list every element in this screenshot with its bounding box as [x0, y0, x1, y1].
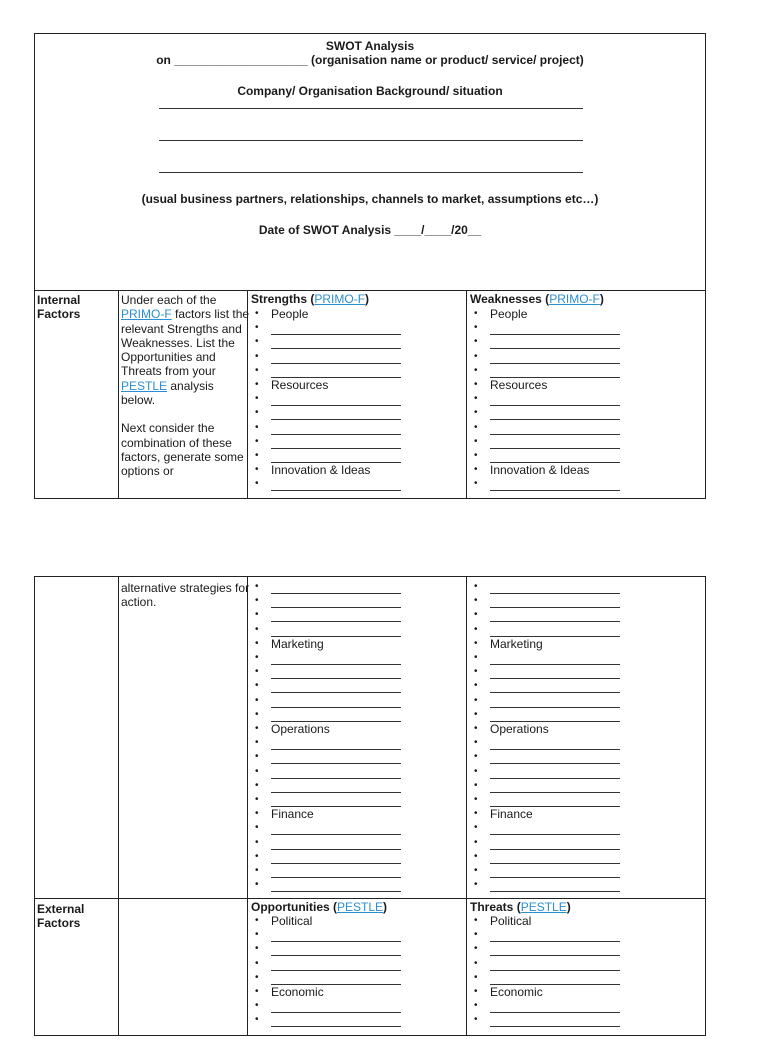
- fill-in-line[interactable]: [472, 765, 632, 779]
- fill-in-line[interactable]: [253, 694, 413, 708]
- bullet-icon: •: [474, 779, 478, 791]
- factor-label-text: Political: [490, 914, 532, 928]
- bullet-icon: •: [255, 308, 259, 319]
- bullet-icon: •: [474, 794, 478, 805]
- strengths-column-continued: [249, 577, 465, 897]
- fill-in-line[interactable]: [253, 708, 413, 722]
- opportunities-heading: Opportunities (PESTLE): [251, 900, 388, 914]
- fill-in-line[interactable]: [472, 864, 632, 878]
- factor-label-text: Economic: [271, 985, 324, 999]
- weaknesses-column-continued: [468, 577, 705, 897]
- fill-in-line[interactable]: [472, 928, 632, 942]
- external-factors-label: External Factors: [37, 902, 85, 930]
- bullet-icon: •: [255, 595, 259, 607]
- bullet-icon: •: [474, 879, 478, 891]
- internal-factors-table: [34, 290, 706, 499]
- bullet-icon: •: [255, 836, 259, 848]
- blank-line[interactable]: [490, 1026, 620, 1027]
- fill-in-line[interactable]: [253, 793, 413, 807]
- factor-label: [472, 307, 632, 321]
- bullet-icon: •: [255, 652, 259, 663]
- factor-label-text: Political: [271, 914, 313, 928]
- opportunities-pestle-link[interactable]: PESTLE: [337, 900, 384, 914]
- factor-label: [472, 722, 632, 736]
- bullet-icon: •: [474, 765, 478, 777]
- bullet-icon: •: [474, 943, 478, 955]
- threats-column: [468, 899, 705, 1039]
- bullet-icon: •: [255, 865, 259, 876]
- factor-label-text: Marketing: [490, 636, 543, 651]
- bullet-icon: •: [474, 986, 478, 997]
- fill-in-line[interactable]: [472, 708, 632, 722]
- fill-in-line[interactable]: [472, 850, 632, 864]
- fill-in-line[interactable]: [472, 971, 632, 985]
- fill-in-line[interactable]: [472, 580, 632, 594]
- bullet-icon: •: [255, 850, 259, 862]
- bullet-icon: •: [474, 929, 478, 941]
- factor-label-text: People: [490, 307, 528, 321]
- bullet-icon: •: [255, 822, 259, 834]
- factor-label: [472, 463, 632, 477]
- factor-label-text: Operations: [271, 722, 330, 736]
- on-blank[interactable]: ____________________: [174, 53, 308, 67]
- fill-in-line[interactable]: [472, 665, 632, 679]
- bullet-icon: •: [474, 336, 478, 348]
- fill-in-line[interactable]: [253, 435, 413, 449]
- weaknesses-column: [468, 291, 705, 498]
- bullet-icon: •: [474, 379, 478, 390]
- factor-label-text: Innovation & Ideas: [271, 463, 371, 478]
- bullet-icon: •: [255, 435, 259, 447]
- bullet-icon: •: [474, 609, 478, 621]
- bullet-icon: •: [255, 407, 259, 419]
- bullet-icon: •: [474, 971, 478, 983]
- bullet-icon: •: [255, 808, 259, 820]
- fill-in-line[interactable]: [253, 594, 413, 608]
- bullet-icon: •: [474, 1000, 478, 1012]
- bullet-icon: •: [255, 723, 259, 734]
- bullet-icon: •: [474, 435, 478, 447]
- bullet-icon: •: [255, 364, 259, 376]
- bullet-icon: •: [255, 322, 259, 334]
- blank-line[interactable]: [490, 490, 620, 491]
- factor-label-text: Resources: [490, 378, 548, 392]
- fill-in-line[interactable]: [472, 999, 632, 1013]
- fill-in-line[interactable]: [253, 392, 413, 406]
- fill-in-line[interactable]: [253, 765, 413, 779]
- threats-heading: Threats (PESTLE): [470, 900, 571, 914]
- fill-in-line[interactable]: [253, 623, 413, 637]
- bullet-icon: •: [474, 421, 478, 433]
- bullet-icon: •: [255, 751, 259, 763]
- background-line-3[interactable]: [159, 172, 583, 173]
- fill-in-line[interactable]: [253, 449, 413, 463]
- fill-in-line[interactable]: [472, 435, 632, 449]
- fill-in-line[interactable]: [253, 321, 413, 335]
- bullet-icon: •: [255, 915, 259, 926]
- bullet-icon: •: [255, 581, 259, 592]
- fill-in-line[interactable]: [472, 335, 632, 349]
- fill-in-line[interactable]: [472, 942, 632, 956]
- bullet-icon: •: [255, 957, 259, 969]
- continued-table: [34, 576, 706, 1036]
- instructions-continued: alternative strategies for action.: [121, 581, 250, 610]
- bullet-icon: •: [474, 652, 478, 663]
- fill-in-line[interactable]: [472, 821, 632, 835]
- opportunities-column: [249, 899, 465, 1039]
- bullet-icon: •: [255, 879, 259, 891]
- bullet-icon: •: [255, 464, 259, 476]
- factor-label: [253, 807, 413, 821]
- fill-in-line[interactable]: [253, 971, 413, 985]
- fill-in-line[interactable]: [472, 350, 632, 364]
- instructions: Under each of the PRIMO-F factors list the relevant Strengths and Weaknesses. List the Opportunities and Threats from your PESTLE analysis below. Next consider the combination of these factors, generate some options or: [121, 293, 250, 479]
- background-line-1[interactable]: [159, 108, 583, 109]
- fill-in-line[interactable]: [253, 736, 413, 750]
- bullet-icon: •: [255, 943, 259, 955]
- factor-label: [472, 378, 632, 392]
- fill-in-line[interactable]: [472, 364, 632, 378]
- bullet-icon: •: [255, 637, 259, 649]
- factor-label-text: Finance: [490, 807, 533, 822]
- fill-in-line[interactable]: [472, 406, 632, 420]
- bullet-icon: •: [255, 971, 259, 983]
- fill-in-line[interactable]: [472, 1013, 632, 1027]
- bullet-icon: •: [255, 1014, 259, 1026]
- bullet-icon: •: [474, 915, 478, 926]
- fill-in-line[interactable]: [253, 957, 413, 971]
- bullet-icon: •: [255, 680, 259, 692]
- swot-header-box: [34, 33, 706, 291]
- factor-label-text: Operations: [490, 722, 549, 736]
- bullet-icon: •: [474, 595, 478, 607]
- fill-in-line[interactable]: [253, 364, 413, 378]
- fill-in-line[interactable]: [472, 679, 632, 693]
- bullet-icon: •: [474, 822, 478, 834]
- strengths-primo-link[interactable]: PRIMO-F: [314, 292, 366, 306]
- bullet-icon: •: [474, 708, 478, 720]
- fill-in-line[interactable]: [472, 449, 632, 463]
- threats-pestle-link[interactable]: PESTLE: [520, 900, 567, 914]
- strengths-heading: Strengths (PRIMO-F): [251, 292, 370, 306]
- factor-label: [253, 985, 413, 999]
- fill-in-line[interactable]: [472, 623, 632, 637]
- background-notes: (usual business partners, relationships, channels to market, assumptions etc…): [141, 192, 599, 206]
- bullet-icon: •: [255, 609, 259, 621]
- bullet-icon: •: [474, 751, 478, 763]
- bullet-icon: •: [474, 680, 478, 692]
- blank-line[interactable]: [271, 1026, 401, 1027]
- bullet-icon: •: [474, 350, 478, 362]
- fill-in-line[interactable]: [472, 477, 632, 491]
- fill-in-line[interactable]: [472, 736, 632, 750]
- fill-in-line[interactable]: [253, 928, 413, 942]
- fill-in-line[interactable]: [472, 779, 632, 793]
- bullet-icon: •: [255, 1000, 259, 1012]
- fill-in-line[interactable]: [472, 694, 632, 708]
- bullet-icon: •: [474, 364, 478, 376]
- fill-in-line[interactable]: [472, 321, 632, 335]
- bullet-icon: •: [255, 379, 259, 390]
- factor-label: [253, 914, 413, 928]
- bullet-icon: •: [474, 1014, 478, 1026]
- factor-label: [472, 985, 632, 999]
- factor-label-text: Marketing: [271, 636, 324, 651]
- bullet-icon: •: [474, 737, 478, 749]
- bullet-icon: •: [255, 708, 259, 720]
- fill-in-line[interactable]: [253, 350, 413, 364]
- factor-label: [472, 637, 632, 651]
- factor-label-text: Economic: [490, 985, 543, 999]
- bullet-icon: •: [474, 836, 478, 848]
- bullet-icon: •: [255, 336, 259, 348]
- fill-in-line[interactable]: [472, 392, 632, 406]
- pestle-link[interactable]: PESTLE: [121, 378, 168, 393]
- subject-line: [35, 53, 705, 67]
- bullet-icon: •: [474, 478, 478, 490]
- factor-label: [253, 463, 413, 477]
- bullet-icon: •: [255, 794, 259, 805]
- bullet-icon: •: [474, 581, 478, 592]
- fill-in-line[interactable]: [253, 335, 413, 349]
- bullet-icon: •: [255, 986, 259, 997]
- bullet-icon: •: [474, 694, 478, 706]
- fill-in-line[interactable]: [253, 580, 413, 594]
- bullet-icon: •: [255, 350, 259, 362]
- bullet-icon: •: [255, 478, 259, 490]
- bullet-icon: •: [474, 850, 478, 862]
- bullet-icon: •: [255, 694, 259, 706]
- bullet-icon: •: [474, 393, 478, 405]
- fill-in-line[interactable]: [253, 864, 413, 878]
- fill-in-line[interactable]: [253, 477, 413, 491]
- bullet-icon: •: [474, 637, 478, 649]
- fill-in-line[interactable]: [253, 821, 413, 835]
- weaknesses-heading: Weaknesses (PRIMO-F): [470, 292, 604, 306]
- bullet-icon: •: [474, 464, 478, 476]
- blank-line[interactable]: [271, 891, 401, 892]
- factor-label: [253, 722, 413, 736]
- fill-in-line[interactable]: [472, 608, 632, 622]
- factor-label: [253, 307, 413, 321]
- bullet-icon: •: [474, 957, 478, 969]
- fill-in-line[interactable]: [253, 850, 413, 864]
- bullet-icon: •: [255, 393, 259, 405]
- fill-in-line[interactable]: [472, 651, 632, 665]
- factor-label: [253, 378, 413, 392]
- blank-line[interactable]: [271, 490, 401, 491]
- background-line-2[interactable]: [159, 140, 583, 141]
- bullet-icon: •: [255, 737, 259, 749]
- fill-in-line[interactable]: [253, 999, 413, 1013]
- fill-in-line[interactable]: [253, 942, 413, 956]
- factor-label: [472, 914, 632, 928]
- bullet-icon: •: [474, 865, 478, 876]
- fill-in-line[interactable]: [253, 608, 413, 622]
- bullet-icon: •: [255, 623, 259, 635]
- fill-in-line[interactable]: [253, 1013, 413, 1027]
- bullet-icon: •: [474, 322, 478, 334]
- blank-line[interactable]: [490, 891, 620, 892]
- fill-in-line[interactable]: [472, 878, 632, 892]
- bullet-icon: •: [255, 779, 259, 791]
- bullet-icon: •: [474, 407, 478, 419]
- fill-in-line[interactable]: [253, 406, 413, 420]
- bullet-icon: •: [474, 450, 478, 461]
- fill-in-line[interactable]: [253, 651, 413, 665]
- fill-in-line[interactable]: [253, 421, 413, 435]
- factor-label: [472, 807, 632, 821]
- factor-label-text: People: [271, 307, 309, 321]
- swot-title: SWOT Analysis: [325, 39, 415, 53]
- fill-in-line[interactable]: [472, 594, 632, 608]
- bullet-icon: •: [255, 421, 259, 433]
- primo-f-link[interactable]: PRIMO-F: [121, 307, 172, 322]
- fill-in-line[interactable]: [253, 665, 413, 679]
- fill-in-line[interactable]: [472, 750, 632, 764]
- background-heading: Company/ Organisation Background/ situation: [237, 84, 503, 98]
- fill-in-line[interactable]: [253, 836, 413, 850]
- bullet-icon: •: [474, 723, 478, 734]
- bullet-icon: •: [255, 929, 259, 941]
- internal-factors-label: Internal Factors: [37, 293, 81, 321]
- fill-in-line[interactable]: [253, 878, 413, 892]
- fill-in-line[interactable]: [472, 793, 632, 807]
- bullet-icon: •: [474, 308, 478, 319]
- bullet-icon: •: [474, 808, 478, 820]
- bullet-icon: •: [474, 623, 478, 635]
- bullet-icon: •: [255, 765, 259, 777]
- fill-in-line[interactable]: [472, 957, 632, 971]
- factor-label: [253, 637, 413, 651]
- factor-label-text: Finance: [271, 807, 314, 822]
- date-line[interactable]: Date of SWOT Analysis ____/____/20__: [258, 223, 482, 237]
- factor-label-text: Resources: [271, 378, 329, 392]
- strengths-column: [249, 291, 465, 498]
- fill-in-line[interactable]: [472, 836, 632, 850]
- weaknesses-primo-link[interactable]: PRIMO-F: [549, 292, 600, 306]
- fill-in-line[interactable]: [253, 679, 413, 693]
- bullet-icon: •: [255, 450, 259, 461]
- on-label: on: [156, 53, 171, 67]
- fill-in-line[interactable]: [253, 750, 413, 764]
- factor-label-text: Innovation & Ideas: [490, 463, 590, 478]
- bullet-icon: •: [255, 666, 259, 678]
- bullet-icon: •: [474, 666, 478, 678]
- on-hint: (organisation name or product/ service/ project): [311, 53, 584, 67]
- fill-in-line[interactable]: [472, 421, 632, 435]
- fill-in-line[interactable]: [253, 779, 413, 793]
